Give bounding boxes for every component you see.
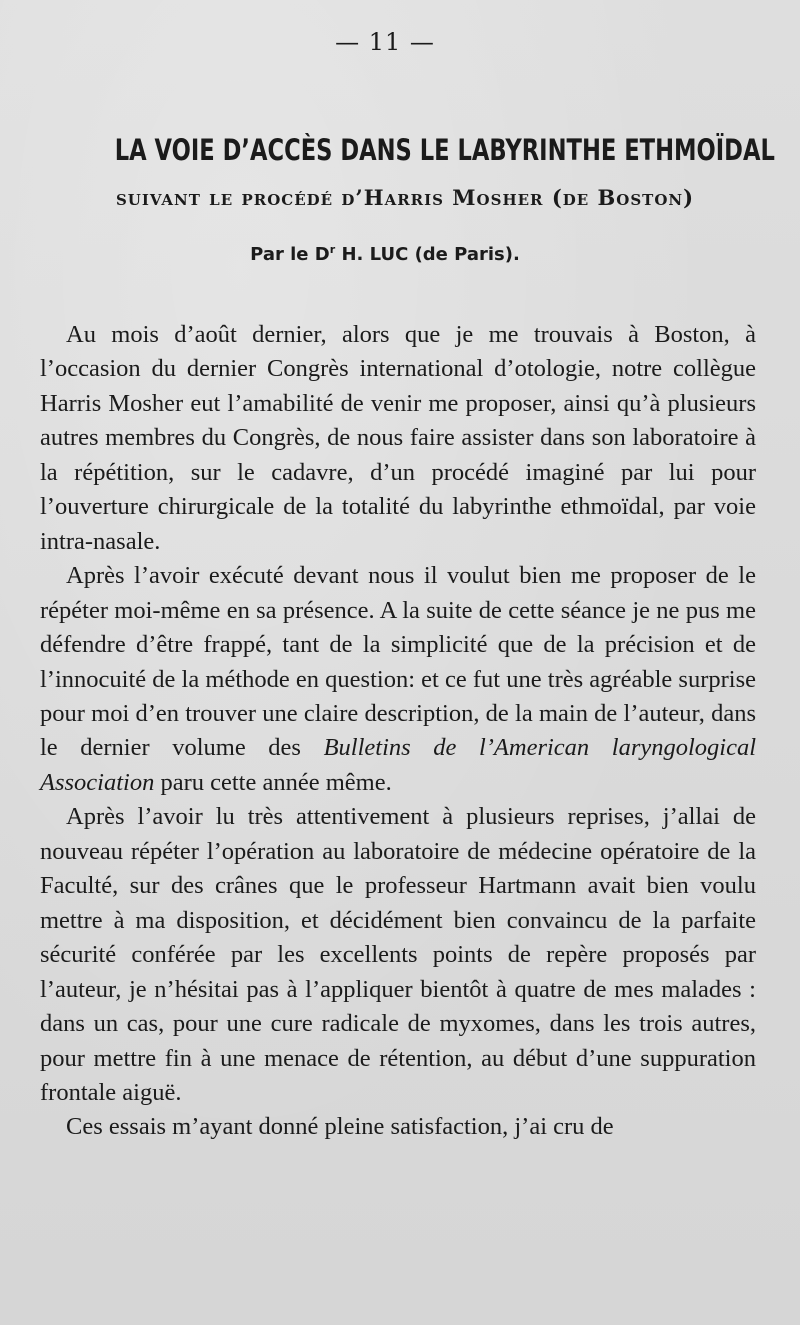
article-title: LA VOIE D’ACCÈS DANS LE LABYRINTHE ETHMOÏDAL <box>114 133 775 167</box>
page-number: — 11 — <box>335 28 435 56</box>
article-body <box>40 318 756 1145</box>
paragraph-2 <box>40 559 756 800</box>
byline-prefix: Par le D <box>250 244 330 265</box>
paragraph-3: Après l’avoir lu très attentivement à plusieurs reprises, j’allai de nouveau répéter l’opération au laboratoire de médecine opératoire de la Faculté, sur des crânes que le professeur Hartmann avait bien voulu mettre à ma disposition, et décidément bien convaincu de la parfaite sécurité conférée par les excellents points de repère proposés par l’auteur, je n’hésitai pas à l’appliquer bientôt à quatre de mes malades : dans un cas, pour une cure radicale de myxomes, dans les trois autres, pour mettre fin à une menace de rétention, au début d’une suppuration frontale aiguë. <box>40 803 756 1106</box>
paragraph-2-end: paru cette année même. <box>160 768 392 796</box>
byline-author: H. LUC <box>341 244 409 265</box>
byline-suffix: (de Paris). <box>414 244 520 265</box>
article-subtitle: suivant le procédé d’Harris Mosher (de Boston) <box>115 185 695 210</box>
journal-title: Bulletins de l’American laryngological Association <box>40 734 757 796</box>
author-byline <box>0 243 770 265</box>
paragraph-1: Au mois d’août dernier, alors que je me trouvais à Boston, à l’occasion du dernier Congrès international d’otologie, notre collègue Harris Mosher eut l’amabilité de venir me proposer, ainsi qu’à plusieurs autres membres du Congrès, de nous faire assister dans son laboratoire à la répétition, sur le cadavre, d’un procédé imaginé par lui pour l’ouverture chirurgicale de la totalité du labyrinthe ethmoïdal, par voie intra-nasale. <box>40 321 756 555</box>
byline-title-sup: r <box>329 243 336 256</box>
paragraph-4: Ces essais m’ayant donné pleine satisfaction, j’ai cru de <box>66 1113 614 1141</box>
paragraph-2-text: Après l’avoir exécuté devant nous il voulut bien me proposer de le répéter moi-même en sa présence. A la suite de cette séance je ne pus me défendre d’être frappé, tant de la simplicité que de la précision et de l’innocuité de la méthode en question: et ce fut une très agréable surprise pour moi d’en trouver une claire description, de la main de l’auteur, dans le dernier volume des <box>40 562 756 762</box>
